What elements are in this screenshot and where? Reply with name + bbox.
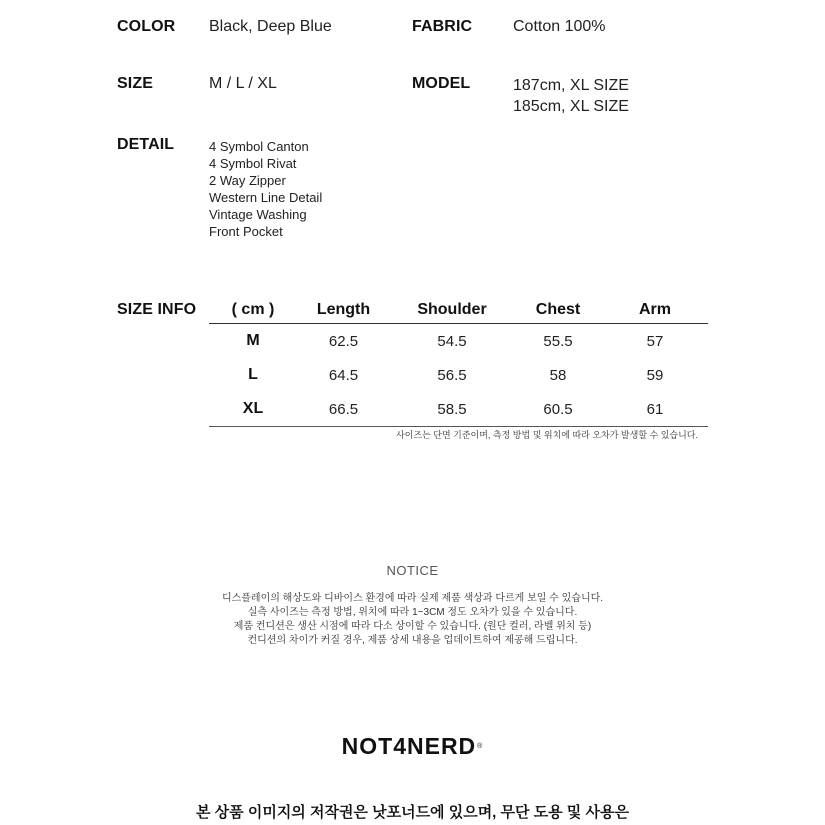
header-chest: Chest — [514, 297, 602, 324]
notice-text — [0, 592, 825, 648]
notice-title: NOTICE — [386, 563, 439, 578]
cell-chest: 55.5 — [543, 332, 573, 350]
cell-length: 64.5 — [328, 366, 359, 384]
model-label: MODEL — [412, 75, 471, 92]
detail-list — [209, 138, 322, 240]
detail-item: 4 Symbol Canton — [209, 139, 309, 154]
brand-logo — [0, 733, 825, 760]
brand-name: NOT4NERD — [341, 733, 477, 759]
model-value — [513, 75, 629, 117]
cell-length: 66.5 — [297, 392, 390, 427]
header-arm: Arm — [602, 297, 708, 324]
notice-line: 실측 사이즈는 측정 방법, 위치에 따라 1~3CM 정도 오차가 있을 수 있습니다. — [247, 607, 578, 618]
table-row — [209, 324, 708, 359]
table-row — [209, 392, 708, 427]
size-label: SIZE — [117, 75, 153, 92]
detail-item: 2 Way Zipper — [209, 173, 286, 188]
row-size: L — [248, 366, 258, 383]
detail-item: 4 Symbol Rivat — [209, 156, 297, 171]
registered-mark: ® — [477, 743, 484, 750]
header-shoulder: Shoulder — [390, 297, 514, 324]
table-row — [209, 358, 708, 392]
detail-item: Vintage Washing — [209, 207, 307, 222]
fabric-label: FABRIC — [412, 18, 473, 35]
cell-length: 62.5 — [328, 332, 359, 350]
color-value: Black, Deep Blue — [209, 18, 332, 35]
notice-line: 컨디션의 차이가 커질 경우, 제품 상세 내용을 업데이트하여 제공해 드립니다. — [247, 635, 578, 646]
header-unit: ( cm ) — [209, 297, 297, 324]
size-table — [209, 297, 708, 427]
notice-line: 디스플레이의 해상도와 디바이스 환경에 따라 실제 제품 색상과 다르게 보일 수 있습니다. — [221, 593, 604, 604]
cell-chest: 58 — [549, 366, 567, 384]
size-info-label: SIZE INFO — [117, 301, 197, 318]
copyright-text: 본 상품 이미지의 저작권은 낫포너드에 있으며, 무단 도용 및 사용은 — [196, 804, 629, 821]
detail-item: Western Line Detail — [209, 190, 323, 205]
header-length: Length — [297, 297, 390, 324]
detail-label: DETAIL — [117, 136, 175, 153]
color-label: COLOR — [117, 18, 176, 35]
row-size: XL — [209, 392, 297, 427]
table-header-row — [209, 297, 708, 324]
cell-chest: 60.5 — [514, 392, 602, 427]
detail-item: Front Pocket — [209, 224, 283, 239]
row-size: M — [246, 332, 260, 349]
fabric-value: Cotton 100% — [513, 18, 606, 35]
model-line: 187cm, XL SIZE — [513, 77, 629, 94]
cell-arm: 57 — [646, 332, 664, 350]
size-note: 사이즈는 단면 기준이며, 측정 방법 및 위치에 따라 오차가 발생할 수 있습니다. — [395, 430, 698, 440]
cell-shoulder: 54.5 — [437, 332, 467, 350]
notice-line: 제품 컨디션은 생산 시점에 따라 다소 상이할 수 있습니다. (원단 컬러, 라벨 위치 등) — [233, 621, 592, 632]
model-line: 185cm, XL SIZE — [513, 98, 629, 115]
size-value: M / L / XL — [209, 75, 277, 92]
cell-arm: 61 — [602, 392, 708, 427]
cell-arm: 59 — [646, 366, 664, 384]
cell-shoulder: 56.5 — [437, 366, 467, 384]
cell-shoulder: 58.5 — [390, 392, 514, 427]
